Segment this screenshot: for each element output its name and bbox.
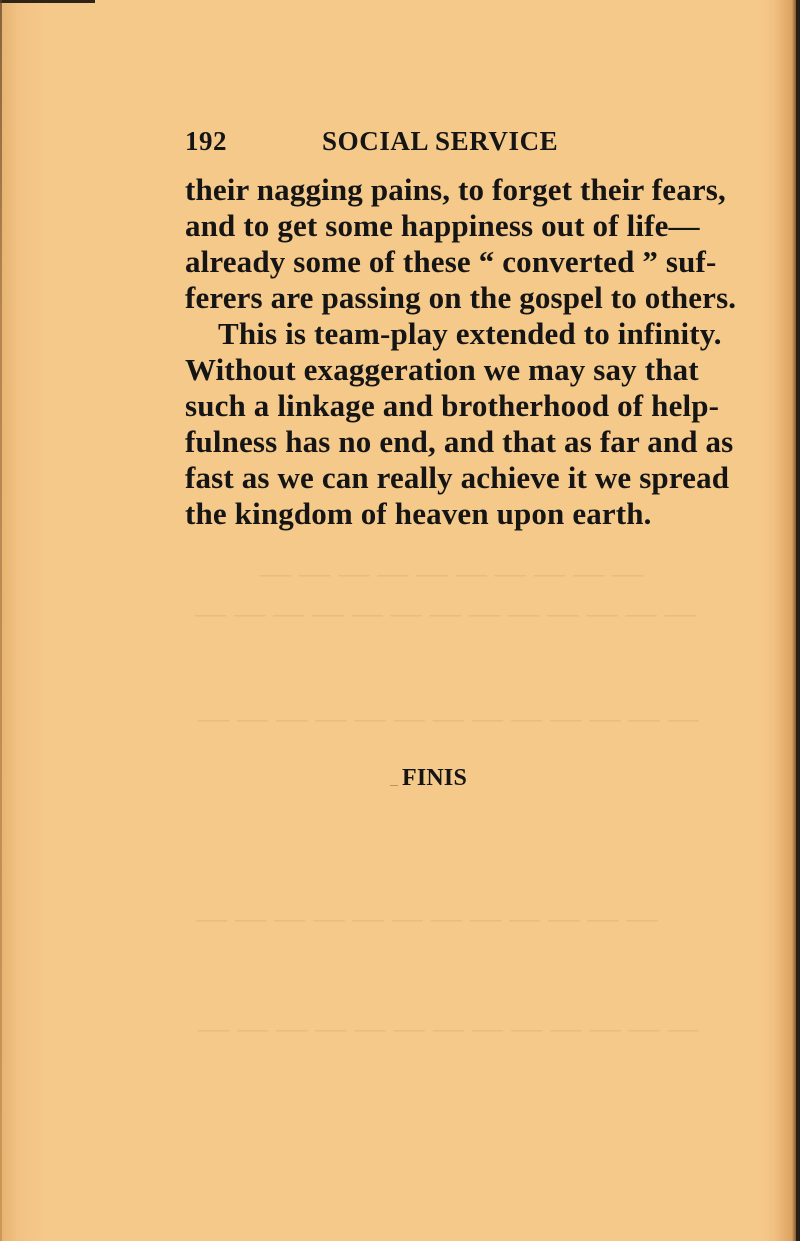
body-line: ferers are passing on the gospel to others. <box>185 280 737 315</box>
body-line: such a linkage and brotherhood of help- <box>185 388 720 423</box>
body-line: Without exaggeration we may say that <box>185 352 699 387</box>
page-show-through-texture: — — — — — — — — — — — — <box>196 900 658 935</box>
body-line: their nagging pains, to forget their fears, <box>185 172 726 207</box>
page-show-through-texture: — — — — — — — — — — — — — <box>198 700 699 735</box>
page-number: 192 <box>185 126 227 156</box>
body-line: fulness has no end, and that as far and as <box>185 424 734 459</box>
top-edge-rule <box>0 0 95 3</box>
page-show-through-texture: — — — — — — — — — — — — — <box>198 1010 699 1045</box>
finis-text: FINIS <box>402 765 468 791</box>
body-line: This is team-play extended to infinity. <box>218 316 722 351</box>
page-show-through-texture: — — — — — — — — — — — — — <box>195 595 696 630</box>
body-line: and to get some happiness out of life— <box>185 208 700 243</box>
right-page-shadow <box>774 0 796 1241</box>
running-head: SOCIAL SERVICE <box>322 126 559 156</box>
finis-dash <box>390 785 398 786</box>
body-line: fast as we can really achieve it we spread <box>185 460 730 495</box>
left-page-edge <box>0 0 2 1241</box>
page-show-through-texture: — — — — — — — — — — <box>260 555 644 590</box>
page-header <box>185 126 565 162</box>
body-line: already some of these “ converted ” suf- <box>185 244 717 279</box>
body-line: the kingdom of heaven upon earth. <box>185 496 652 531</box>
